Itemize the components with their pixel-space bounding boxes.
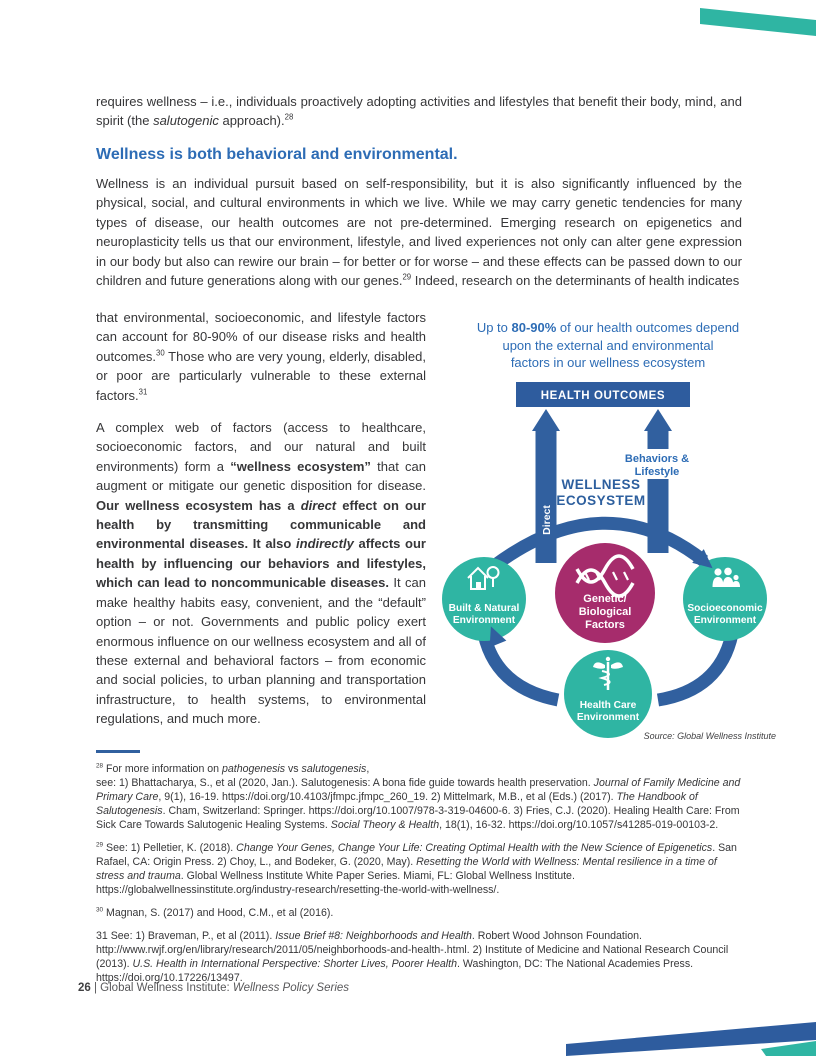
paragraph-wellness-ecosystem: A complex web of factors (access to healthcare, socioeconomic factors, and our natural and built environments) form a “wellness ecosystem” that can augment or mitigate our genetic disposition for disease. Our wellness ecosystem has a direct effect on our health by transmitting communicable and environmental diseases. It also indirectly affects our health by influencing our behaviors and lifestyles, which can lead to noncommunicable diseases. It can make healthy habits easy, convenient, and the “default” option – or not. Governments and public policy exert enormous influence on our wellness ecosystem and all of these external and behavioral factors – from economic and social policies, to urban planning and transportation infrastructure, to health systems, to environmental regulations, and much more. xyxy=(96,420,426,727)
svg-text:ECOSYSTEM: ECOSYSTEM xyxy=(556,493,646,508)
svg-text:Environment: Environment xyxy=(576,712,640,723)
svg-text:Lifestyle: Lifestyle xyxy=(634,466,680,478)
behaviors-arrow xyxy=(644,409,672,553)
behaviors-lifestyle-label xyxy=(625,453,689,478)
footnote-29: $^{29}$ See: 1) Pelletier, K. (2018). Change Your Genes, Change Your Life: Creating Optimal Health with the New Science of Epigenetics. San Rafael, CA: Origin Press. 2) Choy, L., and Bodeker, G. (2020, May). Resetting the World with Wellness: Mental resilience in a time of stress and trauma. Global Wellness Institute White Paper Series. Miami, FL: Global Wellness Institute. https://globalwellnessinstitute.org/industry-research/resetting-the-world-with-wellness/. xyxy=(96,841,737,896)
page-footer: 26 | Global Wellness Institute: Wellness Policy Series xyxy=(78,982,350,994)
footnote-28: $^{28}$ For more information on pathogenesis vs salutogenesis, see: 1) Bhattacharya, S., et al (2020, Jan.). Salutogenesis: A bona fide guide towards health preservation. Journal of Family Medicine and Primary Care, 9(1), 16-19. https://doi.org/10.4103/jfmpc.jfmpc_260_19. 2) Mittelmark, M.B., et al (Eds.) (2017). The Handbook of Salutogenesis. Cham, Switzerland: Springer. https://doi.org/10.1007/978-3-319-04600-6. 3) Fries, C.J. (2020). Healing Health Care: From Sick Care Towards Salutogenic Healing Systems. Social Theory & Health, 18(1), 16-32. https://doi.org/10.1057/s41285-019-00103-2. xyxy=(96,762,741,831)
diagram-caption: Up to 80-90% of our health outcomes depend upon the external and environmental factors in our wellness ecosystem xyxy=(476,320,740,370)
built-natural-label xyxy=(449,603,520,626)
svg-text:Built & Natural: Built & Natural xyxy=(448,603,520,614)
health-care-label xyxy=(577,700,640,723)
footnote-separator-rule xyxy=(96,750,140,753)
footnote-30: $^{30}$ Magnan, S. (2017) and Hood, C.M., et al (2016). xyxy=(96,906,334,919)
svg-text:Environment: Environment xyxy=(693,615,757,626)
intro-paragraph: requires wellness – i.e., individuals proactively adopting activities and lifestyles that benefit their body, mind, and spirit (the salutogenic approach).$^{28}$ xyxy=(96,94,742,129)
source-attribution: Source: Global Wellness Institute xyxy=(643,731,776,741)
footnote-31: 31 See: 1) Braveman, P., et al (2011). Issue Brief #8: Neighborhoods and Health. Robert Wood Johnson Foundation. http://www.rwjf.org/en/library/research/2011/05/neighborhoods-and-health-.html. 2) Institute of Medicine and National Research Council (2013). U.S. Health in International Perspective: Shorter Lives, Poorer Health. Washington, DC: The National Academies Press. https://doi.org/10.17226/13497. xyxy=(96,930,729,984)
svg-text:WELLNESS: WELLNESS xyxy=(561,477,641,492)
svg-text:Biological: Biological xyxy=(578,606,632,618)
svg-text:Environment: Environment xyxy=(452,615,516,626)
svg-text:Behaviors &: Behaviors & xyxy=(624,453,690,465)
full-width-paragraph: Wellness is an individual pursuit based on self-responsibility, but it is also significantly influenced by the physical, social, and cultural environments in which we live. While we may carry genetic tendencies for many types of disease, our health outcomes are not pre-determined. Emerging research on epigenetics and neuroplasticity tells us that our environment, lifestyle, and lived experiences not only can alter gene expression in our body but also can rewire our brain – for better or for worse – and these effects can be passed down to our children and future generations along with our genes.$^{29}$ Indeed, research on the determinants of health indicates xyxy=(96,176,742,289)
socioeconomic-label xyxy=(687,603,763,626)
wellness-ecosystem-diagram xyxy=(436,319,780,749)
svg-text:Factors: Factors xyxy=(585,619,625,631)
svg-text:Socioeconomic: Socioeconomic xyxy=(687,603,763,614)
built-natural-environment-circle xyxy=(442,557,526,641)
paragraph-continuation: that environmental, socioeconomic, and lifestyle factors can account for 80-90% of our disease risks and health outcomes.$^{30}$ Those who are very young, elderly, disabled, or poor are particularly vulnerable to these external factors.$^{31}$ xyxy=(96,310,426,403)
footnotes-block xyxy=(96,762,744,994)
direct-arrow xyxy=(532,409,560,563)
svg-text:Genetic/: Genetic/ xyxy=(583,593,627,605)
diagram-graphic xyxy=(436,378,780,749)
svg-text:Health Care: Health Care xyxy=(579,700,637,711)
bottom-right-corner-ribbon xyxy=(556,1016,816,1056)
left-text-column xyxy=(96,308,426,729)
wellness-ecosystem-label xyxy=(556,477,645,508)
health-outcomes-label: HEALTH OUTCOMES xyxy=(540,390,666,402)
genetic-label xyxy=(579,593,632,631)
direct-label: Direct xyxy=(541,505,553,535)
top-right-corner-ribbon xyxy=(680,0,816,48)
section-heading: Wellness is both behavioral and environmental. xyxy=(96,146,458,163)
